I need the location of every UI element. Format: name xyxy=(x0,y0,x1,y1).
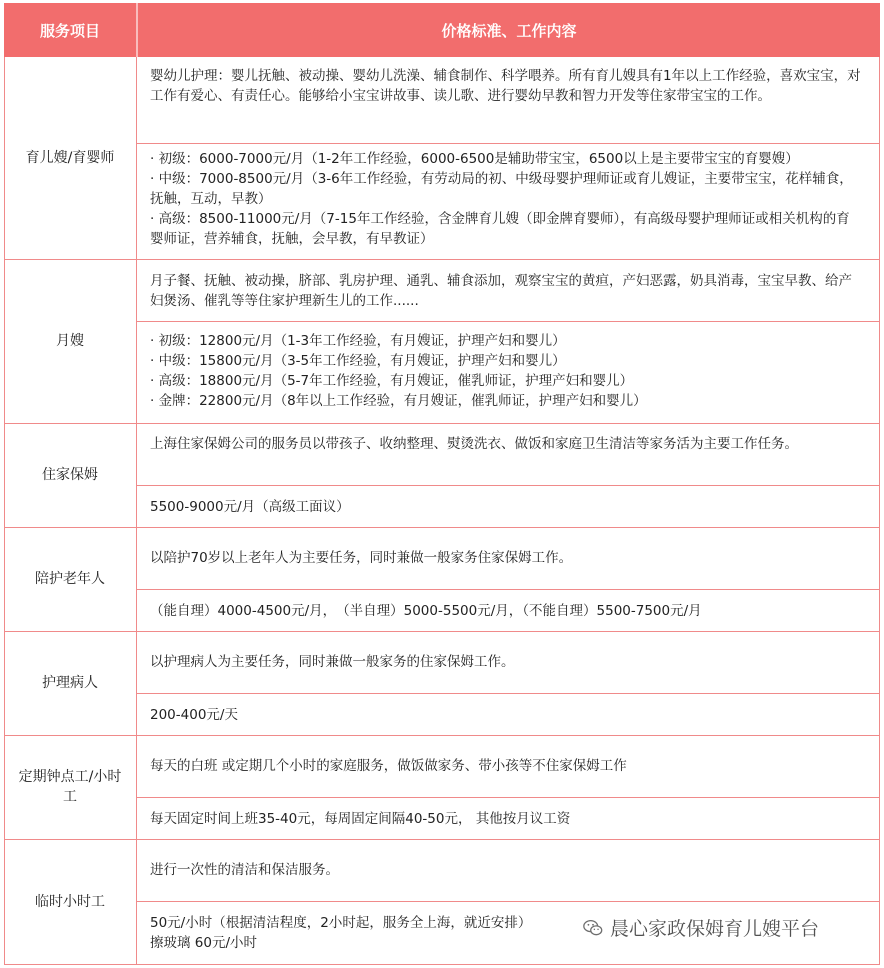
subrow-sep xyxy=(136,485,880,486)
service-label: 住家保姆 xyxy=(42,467,98,483)
border-right xyxy=(879,57,880,965)
service-price: 50元/小时（根据清洁程度，2小时起，服务全上海，就近安排） 擦玻璃 60元/小时 xyxy=(150,915,532,951)
subrow-sep xyxy=(136,901,880,902)
service-description: 婴幼儿护理：婴儿抚触、被动操、婴幼儿洗澡、辅食制作、科学喂养。所有育儿嫂具有1年以上工作经验，喜欢宝宝，对工作有爱心、有责任心。能够给小宝宝讲故事、读儿歌、进行婴幼早教和智力开发等住家带宝宝的工作。 xyxy=(150,68,861,104)
service-label: 护理病人 xyxy=(42,675,98,691)
subrow-sep xyxy=(136,589,880,590)
price-table xyxy=(4,3,880,965)
service-price: · 初级：6000-7000元/月（1-2年工作经验，6000-6500是辅助带宝宝，6500以上是主要带宝宝的育婴嫂） · 中级：7000-8500元/月（3-6年工作经验，有劳动局的初、中级母婴护理师证或育儿嫂证，主要带宝宝，花样辅食，抚触，互动，早教） · 高级：8500-11000元/月（7-15年工作经验，含金牌育儿嫂（即金牌育婴师），有高级母婴护理师证或相关机构的育婴师证，营养辅食，抚触，会早教，有早教证） xyxy=(150,151,853,247)
service-description: 进行一次性的清洁和保洁服务。 xyxy=(150,862,339,878)
service-description: 上海住家保姆公司的服务员以带孩子、收纳整理、熨烫洗衣、做饭和家庭卫生清洁等家务活为主要工作任务。 xyxy=(150,436,798,452)
service-price: （能自理）4000-4500元/月， （半自理）5000-5500元/月，（不能自理）5500-7500元/月 xyxy=(150,603,702,619)
header-service: 服务项目 xyxy=(39,21,100,40)
wechat-icon xyxy=(582,917,604,939)
table-header xyxy=(4,3,880,57)
service-description: 以护理病人为主要任务，同时兼做一般家务的住家保姆工作。 xyxy=(150,654,515,670)
subrow-sep xyxy=(136,693,880,694)
service-label: 育儿嫂/育婴师 xyxy=(25,150,115,166)
service-label: 月嫂 xyxy=(56,333,84,349)
service-description: 以陪护70岁以上老年人为主要任务，同时兼做一般家务住家保姆工作。 xyxy=(150,550,573,566)
service-label: 临时小时工 xyxy=(35,894,105,910)
header-price: 价格标准、工作内容 xyxy=(441,21,577,40)
service-label: 陪护老年人 xyxy=(35,571,105,587)
service-price: 每天固定时间上班35-40元，每周固定间隔40-50元， 其他按月议工资 xyxy=(150,811,571,827)
subrow-sep xyxy=(136,321,880,322)
service-price: · 初级：12800元/月（1-3年工作经验，有月嫂证，护理产妇和婴儿） · 中级：15800元/月（3-5年工作经验，有月嫂证，护理产妇和婴儿） · 高级：18800元/月（5-7年工作经验，有月嫂证，催乳师证，护理产妇和婴儿） · 金牌：22800元/月（8年以上工作经验，有月嫂证，催乳师证，护理产妇和婴儿） xyxy=(150,333,647,409)
service-price: 5500-9000元/月（高级工面议） xyxy=(150,499,350,515)
watermark xyxy=(582,914,819,941)
subrow-sep xyxy=(136,797,880,798)
column-divider xyxy=(136,57,137,965)
watermark-text: 晨心家政保姆育儿嫂平台 xyxy=(610,918,820,940)
service-label: 定期钟点工/小时工 xyxy=(18,769,122,805)
service-price: 200-400元/天 xyxy=(150,707,238,723)
service-description: 月子餐、抚触、被动操，脐部、乳房护理、通乳、辅食添加，观察宝宝的黄疸，产妇恶露，奶具消毒，宝宝早教、给产妇煲汤、催乳等等住家护理新生儿的工作...... xyxy=(150,273,852,309)
service-description: 每天的白班 或定期几个小时的家庭服务，做饭做家务、带小孩等不住家保姆工作 xyxy=(150,758,627,774)
subrow-sep xyxy=(136,143,880,144)
